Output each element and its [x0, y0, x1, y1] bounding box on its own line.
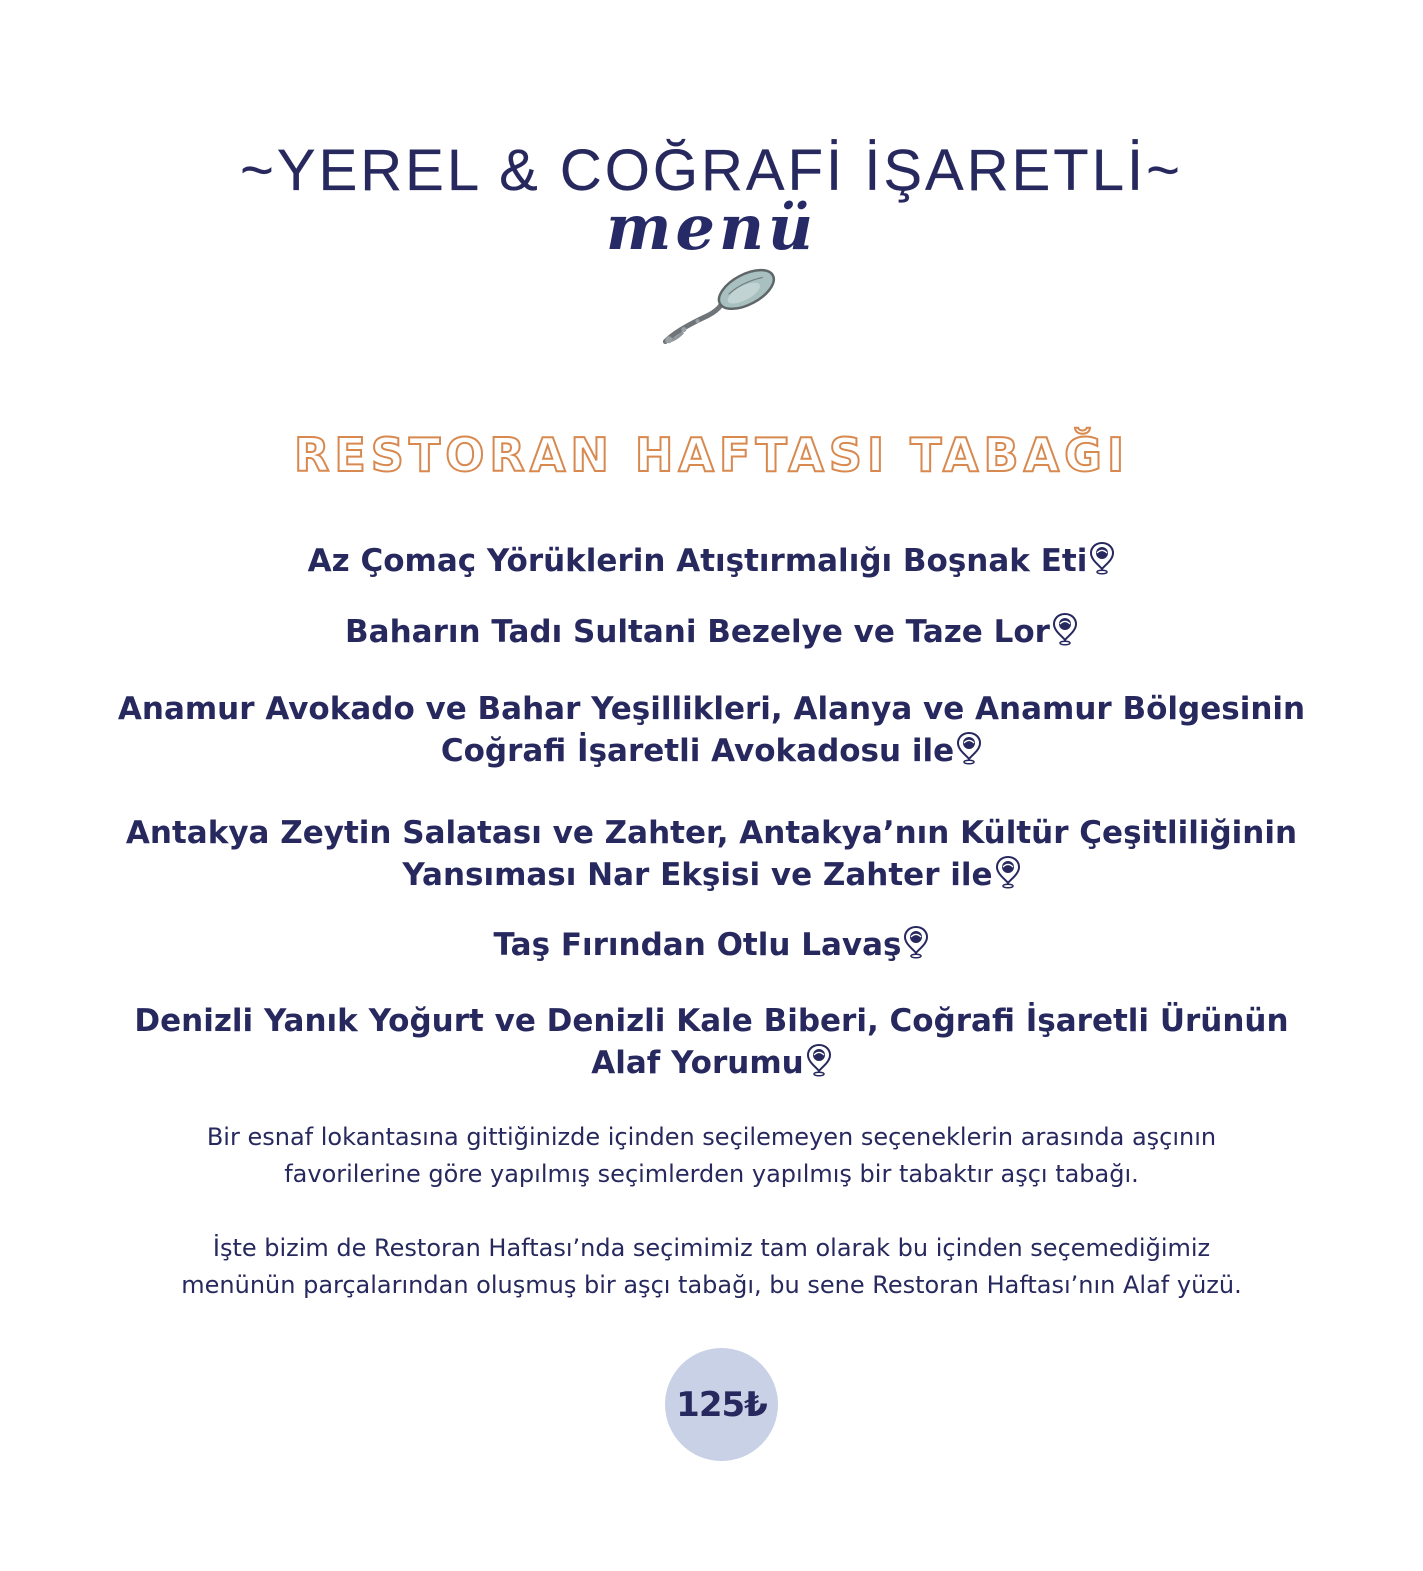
location-pin-icon [995, 855, 1021, 889]
menu-item-name-cont: Coğrafi İşaretli Avokadosu ile [440, 733, 955, 769]
location-pin-icon [956, 731, 982, 765]
menu-item-name: Baharın Tadı Sultani Bezelye ve Taze Lor [345, 614, 1050, 650]
menu-item-name-cont: Yansıması Nar Ekşisi ve Zahter ile [402, 857, 993, 893]
description-paragraph [60, 1119, 1363, 1193]
menu-item [60, 924, 1363, 966]
location-pin-icon [1052, 612, 1078, 646]
section-title: RESTORAN HAFTASI TABAĞI [293, 428, 1130, 482]
menu-item-name-cont: Alaf Yorumu [591, 1045, 804, 1081]
page-title: ~YEREL & COĞRAFİ İŞARETLİ~ [240, 138, 1183, 203]
menu-item [60, 540, 1363, 582]
description-line: İşte bizim de Restoran Haftası’nda seçimimiz tam olarak bu içinden seçemediğimiz [212, 1234, 1211, 1262]
description-line: Bir esnaf lokantasına gittiğinizde içinden seçilemeyen seçeneklerin arasında aşçının [206, 1123, 1217, 1151]
menu-item-name: Antakya Zeytin Salatası ve Zahter, Antakya’nın Kültür Çeşitliliğinin [125, 815, 1298, 851]
description-line: favorilerine göre yapılmış seçimlerden yapılmış bir tabaktır aşçı tabağı. [284, 1160, 1139, 1188]
description-paragraph [60, 1230, 1363, 1304]
page-subtitle-script: menü [605, 191, 818, 264]
menu-item-name: Az Çomaç Yörüklerin Atıştırmalığı Boşnak Eti [307, 543, 1088, 579]
menu-item [60, 1000, 1363, 1084]
menu-item-name: Denizli Yanık Yoğurt ve Denizli Kale Biberi, Coğrafi İşaretli Ürünün [134, 1003, 1289, 1039]
location-pin-icon [903, 925, 929, 959]
spoon-icon [648, 268, 793, 348]
menu-item [60, 611, 1363, 653]
menu-item [60, 812, 1363, 896]
price-badge [665, 1348, 778, 1461]
description-line: menünün parçalarından oluşmuş bir aşçı tabağı, bu sene Restoran Haftası’nın Alaf yüzü. [181, 1271, 1242, 1299]
menu-item [60, 688, 1363, 772]
menu-item-name: Anamur Avokado ve Bahar Yeşillikleri, Alanya ve Anamur Bölgesinin [117, 691, 1306, 727]
location-pin-icon [1089, 541, 1115, 575]
price-value: 125₺ [676, 1384, 767, 1425]
location-pin-icon [806, 1043, 832, 1077]
menu-item-name: Taş Fırından Otlu Lavaş [493, 927, 902, 963]
